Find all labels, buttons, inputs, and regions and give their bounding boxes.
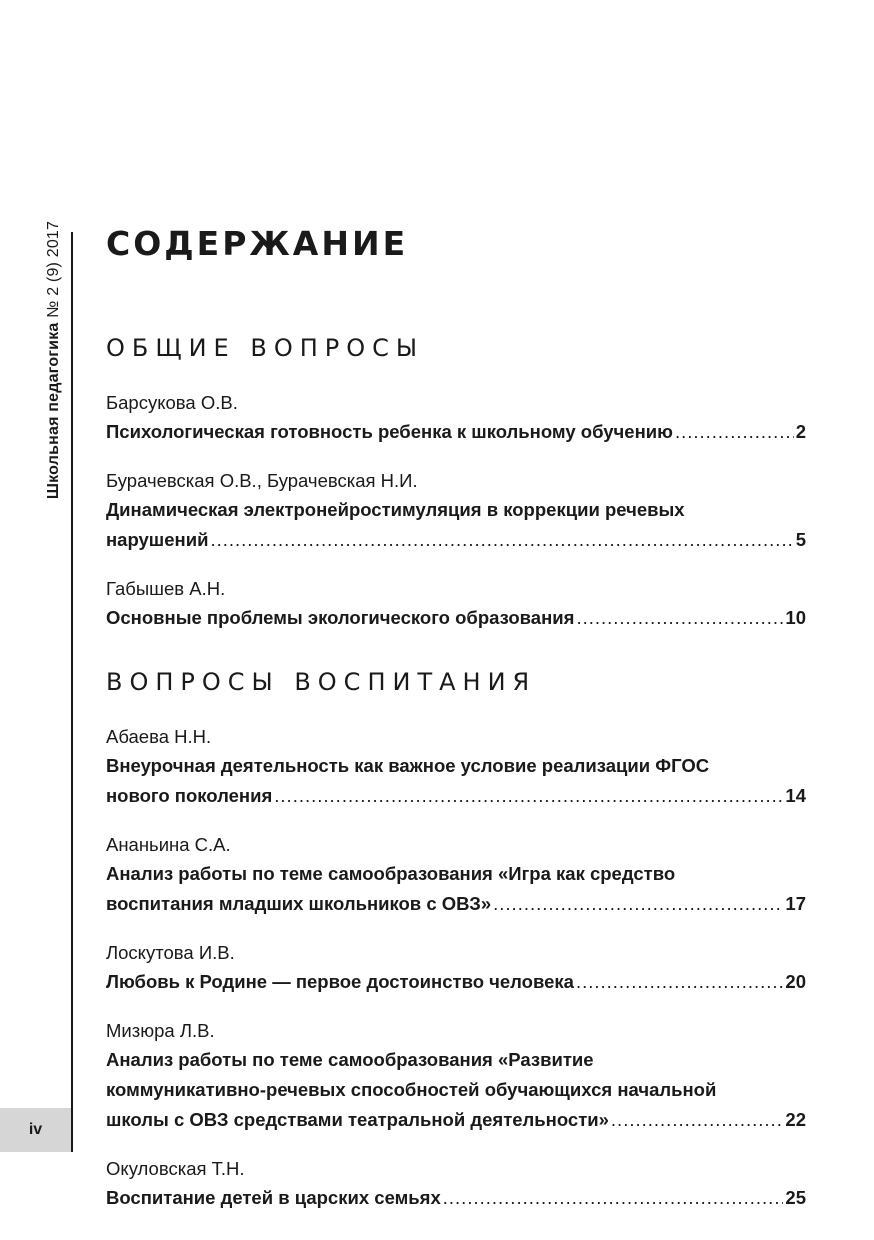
page-number-tab xyxy=(0,1108,71,1152)
entry-page-number: 20 xyxy=(785,971,806,992)
entry-title-line: Основные проблемы экологического образования xyxy=(106,607,575,628)
entry-title-line: Динамическая электронейростимуляция в коррекции речевых xyxy=(106,499,685,520)
page-title: СОДЕРЖАНИЕ xyxy=(106,224,409,263)
toc-sections xyxy=(106,333,806,1213)
page-number: iv xyxy=(28,1121,43,1138)
toc-entry-list xyxy=(106,389,806,633)
entry-title-with-page xyxy=(106,967,806,997)
toc-entry-list xyxy=(106,723,806,1213)
journal-running-title xyxy=(45,221,63,499)
entry-author: Барсукова О.В. xyxy=(106,392,238,413)
table-of-contents xyxy=(106,222,806,1233)
entry-title-with-page xyxy=(106,1105,806,1135)
entry-page-number: 2 xyxy=(795,421,806,442)
journal-name: Школьная педагогика xyxy=(45,322,62,500)
entry-page-number: 17 xyxy=(785,893,806,914)
toc-entry[interactable] xyxy=(106,389,806,447)
toc-entry[interactable] xyxy=(106,1017,806,1135)
entry-page-number: 22 xyxy=(785,1109,806,1130)
entry-title-with-page xyxy=(106,1183,806,1213)
entry-title-line: школы с ОВЗ средствами театральной деятельности» xyxy=(106,1109,609,1130)
entry-title-with-page xyxy=(106,603,806,633)
entry-author: Габышев А.Н. xyxy=(106,578,226,599)
entry-author: Лоскутова И.В. xyxy=(106,942,235,963)
toc-entry[interactable] xyxy=(106,939,806,997)
entry-title-line: Анализ работы по теме самообразования «Игра как средство xyxy=(106,863,676,884)
entry-title-line: нарушений xyxy=(106,529,209,550)
entry-title-line: коммуникативно-речевых способностей обучающихся начальной xyxy=(106,1079,717,1100)
entry-title-line: воспитания младших школьников с ОВЗ» xyxy=(106,893,492,914)
toc-entry[interactable] xyxy=(106,831,806,919)
toc-entry[interactable] xyxy=(106,1155,806,1213)
entry-page-number: 5 xyxy=(795,529,806,550)
entry-author: Мизюра Л.В. xyxy=(106,1020,215,1041)
dot-leader xyxy=(611,1105,784,1135)
dot-leader xyxy=(210,525,793,555)
entry-title-line: нового поколения xyxy=(106,785,273,806)
toc-entry[interactable] xyxy=(106,723,806,811)
entry-page-number: 10 xyxy=(785,607,806,628)
entry-title-line: Психологическая готовность ребенка к школьному обучению xyxy=(106,421,673,442)
entry-author: Бурачевская О.В., Бурачевская Н.И. xyxy=(106,470,418,491)
entry-page-number: 14 xyxy=(785,785,806,806)
toc-entry[interactable] xyxy=(106,575,806,633)
entry-title-line: Воспитание детей в царских семьях xyxy=(106,1187,441,1208)
dot-leader xyxy=(493,889,783,919)
dot-leader xyxy=(274,781,783,811)
entry-title-with-page xyxy=(106,525,806,555)
entry-page-number: 25 xyxy=(785,1187,806,1208)
entry-title-with-page xyxy=(106,417,806,447)
entry-title-line: Внеурочная деятельность как важное условие реализации ФГОС xyxy=(106,755,710,776)
dot-leader xyxy=(443,1183,784,1213)
sidebar-divider xyxy=(71,232,73,1152)
entry-author: Окуловская Т.Н. xyxy=(106,1158,245,1179)
dot-leader xyxy=(576,967,783,997)
toc-entry[interactable] xyxy=(106,467,806,555)
section-heading: ВОПРОСЫ ВОСПИТАНИЯ xyxy=(106,668,537,696)
entry-title-line: Любовь к Родине — первое достоинство человека xyxy=(106,971,574,992)
dot-leader xyxy=(675,417,794,447)
entry-title-with-page xyxy=(106,889,806,919)
entry-title-with-page xyxy=(106,781,806,811)
entry-author: Ананьина С.А. xyxy=(106,834,231,855)
dot-leader xyxy=(576,603,783,633)
entry-author: Абаева Н.Н. xyxy=(106,726,212,747)
section-heading: ОБЩИЕ ВОПРОСЫ xyxy=(106,334,425,362)
journal-issue: № 2 (9) 2017 xyxy=(45,220,62,318)
entry-title-line: Анализ работы по теме самообразования «Развитие xyxy=(106,1049,594,1070)
